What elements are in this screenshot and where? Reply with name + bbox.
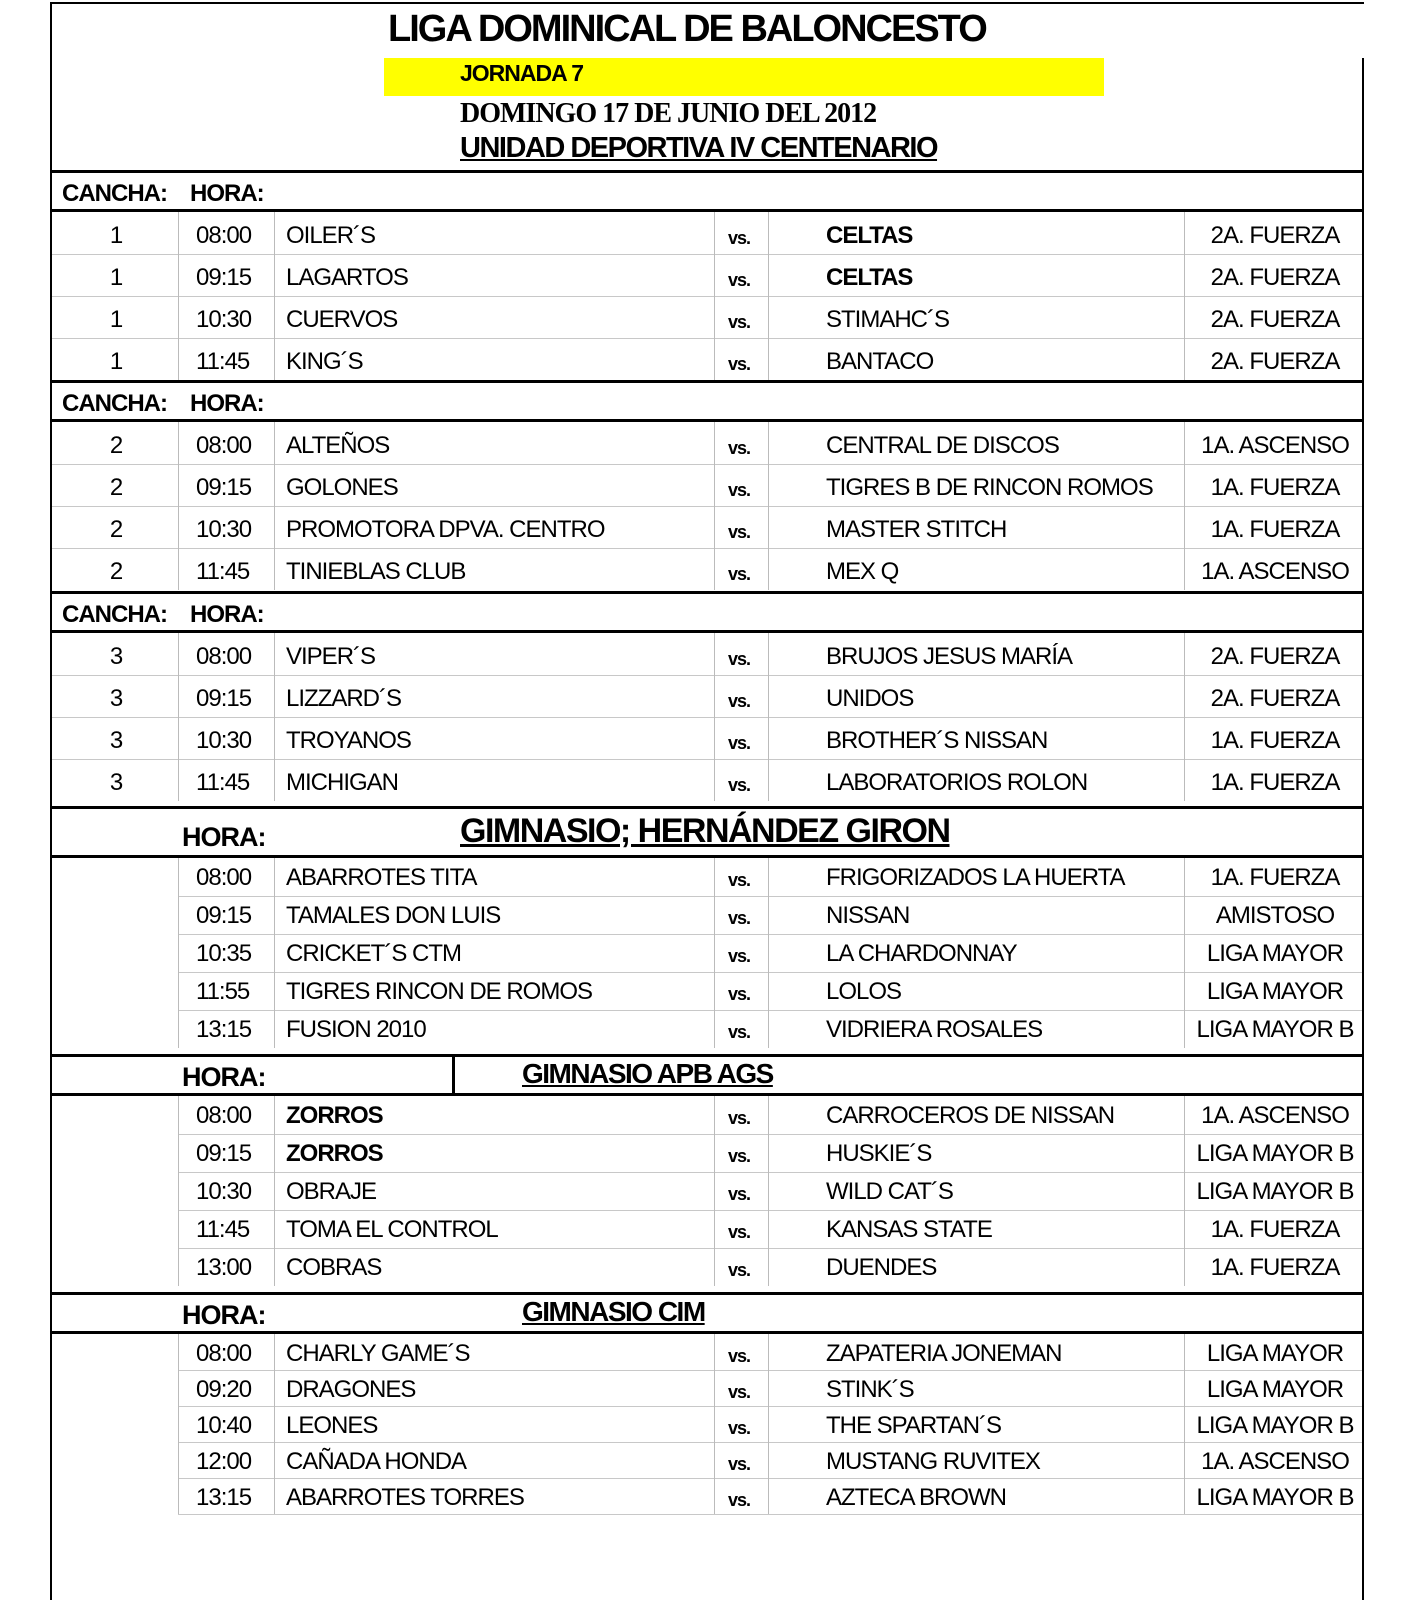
vs-label: vs.	[728, 691, 751, 711]
away-team: DUENDES	[826, 1254, 937, 1281]
court-number: 1	[109, 222, 123, 249]
hora-header: HORA:	[182, 1300, 266, 1330]
column-divider	[768, 633, 769, 801]
column-divider	[274, 633, 275, 801]
game-time: 09:15	[196, 685, 252, 712]
home-team: LIZZARD´S	[286, 685, 402, 712]
game-time: 08:00	[196, 432, 252, 459]
section-divider	[52, 170, 1362, 173]
vs-label: vs.	[728, 438, 751, 458]
category-label: 1A. FUERZA	[1210, 1216, 1340, 1243]
vs-label: vs.	[728, 354, 751, 374]
home-team: GOLONES	[286, 474, 398, 501]
vs-label: vs.	[728, 733, 751, 753]
vs-label: vs.	[728, 228, 751, 248]
column-divider	[714, 1096, 715, 1286]
vs-label: vs.	[728, 1022, 751, 1042]
section-divider	[52, 591, 1362, 594]
court-number: 3	[109, 685, 123, 712]
column-divider	[714, 633, 715, 801]
game-time: 09:15	[196, 474, 252, 501]
game-time: 09:15	[196, 902, 252, 929]
vs-label: vs.	[728, 946, 751, 966]
column-divider	[768, 212, 769, 380]
home-team: MICHIGAN	[286, 769, 398, 796]
home-team: CAÑADA HONDA	[286, 1448, 467, 1475]
away-team: ZAPATERIA JONEMAN	[826, 1340, 1062, 1367]
gym-name: GIMNASIO; HERNÁNDEZ GIRON	[460, 812, 950, 850]
column-divider	[1184, 1096, 1185, 1286]
vs-label: vs.	[728, 1184, 751, 1204]
game-time: 08:00	[196, 643, 252, 670]
row-divider	[52, 464, 1362, 465]
away-team: MASTER STITCH	[826, 516, 1007, 543]
category-label: LIGA MAYOR B	[1196, 1412, 1354, 1439]
column-divider	[274, 858, 275, 1048]
jornada-label: JORNADA 7	[460, 60, 584, 86]
header-underline	[52, 1331, 1362, 1334]
column-divider	[714, 422, 715, 590]
home-team: CUERVOS	[286, 306, 398, 333]
court-number: 1	[109, 306, 123, 333]
home-team: TROYANOS	[286, 727, 411, 754]
game-time: 11:55	[196, 978, 250, 1005]
category-label: LIGA MAYOR	[1206, 978, 1344, 1005]
away-team: LABORATORIOS ROLON	[826, 769, 1088, 796]
column-divider	[274, 212, 275, 380]
home-team: TIGRES RINCON DE ROMOS	[286, 978, 593, 1005]
away-team: CELTAS	[826, 264, 913, 291]
away-team: BANTACO	[826, 348, 934, 375]
home-team: ABARROTES TORRES	[286, 1484, 524, 1511]
row-divider	[52, 675, 1362, 676]
away-team: HUSKIE´S	[826, 1140, 932, 1167]
home-team: COBRAS	[286, 1254, 382, 1281]
home-team: TOMA EL CONTROL	[286, 1216, 498, 1243]
category-label: LIGA MAYOR B	[1196, 1178, 1354, 1205]
column-divider	[768, 858, 769, 1048]
court-number: 1	[109, 264, 123, 291]
venue-unit-label: UNIDAD DEPORTIVA IV CENTENARIO	[460, 132, 938, 164]
vs-label: vs.	[728, 312, 751, 332]
court-number: 2	[109, 516, 123, 543]
vs-label: vs.	[728, 1146, 751, 1166]
court-number: 3	[109, 727, 123, 754]
column-divider	[178, 1096, 179, 1286]
category-label: 2A. FUERZA	[1210, 685, 1340, 712]
vs-label: vs.	[728, 1260, 751, 1280]
column-divider	[178, 422, 179, 590]
vs-label: vs.	[728, 270, 751, 290]
frame-left-border	[50, 2, 52, 1600]
column-divider	[1184, 858, 1185, 1048]
vs-label: vs.	[728, 1222, 751, 1242]
game-time: 08:00	[196, 222, 252, 249]
row-divider	[178, 1514, 1362, 1515]
date-label: DOMINGO 17 DE JUNIO DEL 2012	[460, 98, 877, 129]
game-time: 10:30	[196, 306, 252, 333]
vs-label: vs.	[728, 1382, 751, 1402]
game-time: 10:30	[196, 727, 252, 754]
cancha-header: CANCHA:	[62, 180, 167, 207]
hora-header: HORA:	[182, 1062, 266, 1092]
home-team: ZORROS	[286, 1140, 383, 1167]
column-divider	[274, 1096, 275, 1286]
category-label: 2A. FUERZA	[1210, 348, 1340, 375]
column-divider	[1184, 212, 1185, 380]
column-divider	[768, 422, 769, 590]
header-underline	[52, 855, 1362, 858]
frame-top-border	[50, 2, 1364, 4]
court-number: 2	[109, 474, 123, 501]
vs-label: vs.	[728, 908, 751, 928]
court-number: 2	[109, 558, 123, 585]
game-time: 09:15	[196, 1140, 252, 1167]
vs-label: vs.	[728, 870, 751, 890]
gym-name: GIMNASIO APB AGS	[522, 1058, 773, 1089]
category-label: 2A. FUERZA	[1210, 222, 1340, 249]
section-divider	[52, 1054, 1362, 1057]
away-team: AZTECA BROWN	[826, 1484, 1007, 1511]
section-divider	[52, 380, 1362, 383]
category-label: 1A. FUERZA	[1210, 474, 1340, 501]
category-label: 1A. ASCENSO	[1201, 432, 1349, 459]
home-team: TAMALES DON LUIS	[286, 902, 501, 929]
column-divider	[1184, 633, 1185, 801]
away-team: NISSAN	[826, 902, 910, 929]
game-time: 11:45	[196, 1216, 250, 1243]
row-divider	[52, 296, 1362, 297]
away-team: KANSAS STATE	[826, 1216, 992, 1243]
column-divider	[178, 1334, 179, 1514]
court-number: 3	[109, 643, 123, 670]
column-divider	[768, 1096, 769, 1286]
header-underline	[52, 209, 1362, 212]
home-team: ABARROTES TITA	[286, 864, 477, 891]
home-team: CRICKET´S CTM	[286, 940, 461, 967]
category-label: LIGA MAYOR B	[1196, 1484, 1354, 1511]
category-label: LIGA MAYOR	[1206, 1340, 1344, 1367]
column-divider	[1184, 1334, 1185, 1514]
column-divider	[178, 858, 179, 1048]
home-team: OILER´S	[286, 222, 376, 249]
home-team: OBRAJE	[286, 1178, 377, 1205]
hora-header: HORA:	[190, 390, 264, 417]
vs-label: vs.	[728, 649, 751, 669]
home-team: DRAGONES	[286, 1376, 416, 1403]
away-team: STIMAHC´S	[826, 306, 949, 333]
category-label: 1A. FUERZA	[1210, 864, 1340, 891]
row-divider	[52, 548, 1362, 549]
home-team: ZORROS	[286, 1102, 383, 1129]
home-team: LAGARTOS	[286, 264, 408, 291]
row-divider	[52, 506, 1362, 507]
vs-label: vs.	[728, 1490, 751, 1510]
game-time: 13:15	[196, 1016, 252, 1043]
vs-label: vs.	[728, 1454, 751, 1474]
cancha-header: CANCHA:	[62, 390, 167, 417]
game-time: 10:30	[196, 1178, 252, 1205]
gym-name: GIMNASIO CIM	[522, 1296, 705, 1327]
away-team: LOLOS	[826, 978, 902, 1005]
category-label: LIGA MAYOR	[1206, 1376, 1344, 1403]
away-team: CARROCEROS DE NISSAN	[826, 1102, 1115, 1129]
home-team: VIPER´S	[286, 643, 376, 670]
away-team: BRUJOS JESUS MARÍA	[826, 643, 1073, 670]
game-time: 08:00	[196, 864, 252, 891]
row-divider	[52, 338, 1362, 339]
category-label: 1A. FUERZA	[1210, 516, 1340, 543]
away-team: MUSTANG RUVITEX	[826, 1448, 1040, 1475]
row-divider	[52, 717, 1362, 718]
vs-label: vs.	[728, 480, 751, 500]
cancha-header: CANCHA:	[62, 601, 167, 628]
away-team: UNIDOS	[826, 685, 914, 712]
column-divider	[714, 858, 715, 1048]
section-divider	[52, 806, 1362, 809]
away-team: WILD CAT´S	[826, 1178, 953, 1205]
category-label: LIGA MAYOR	[1206, 940, 1344, 967]
away-team: CENTRAL DE DISCOS	[826, 432, 1059, 459]
vs-label: vs.	[728, 775, 751, 795]
header-underline	[52, 1093, 1362, 1096]
column-divider	[178, 212, 179, 380]
home-team: LEONES	[286, 1412, 378, 1439]
column-divider	[714, 212, 715, 380]
game-time: 09:20	[196, 1376, 252, 1403]
away-team: CELTAS	[826, 222, 913, 249]
game-time: 11:45	[196, 558, 250, 585]
home-team: TINIEBLAS CLUB	[286, 558, 466, 585]
category-label: 1A. ASCENSO	[1201, 558, 1349, 585]
court-number: 3	[109, 769, 123, 796]
vs-label: vs.	[728, 1346, 751, 1366]
category-label: 2A. FUERZA	[1210, 306, 1340, 333]
game-time: 08:00	[196, 1102, 252, 1129]
category-label: 2A. FUERZA	[1210, 264, 1340, 291]
row-divider	[52, 254, 1362, 255]
home-team: CHARLY GAME´S	[286, 1340, 470, 1367]
hora-header: HORA:	[190, 601, 264, 628]
category-label: 1A. ASCENSO	[1201, 1102, 1349, 1129]
column-divider	[274, 1334, 275, 1514]
header-underline	[52, 630, 1362, 633]
home-team: FUSION 2010	[286, 1016, 426, 1043]
column-divider	[178, 633, 179, 801]
game-time: 09:15	[196, 264, 252, 291]
vs-label: vs.	[728, 1108, 751, 1128]
category-label: 1A. FUERZA	[1210, 769, 1340, 796]
category-label: 1A. FUERZA	[1210, 1254, 1340, 1281]
game-time: 13:15	[196, 1484, 252, 1511]
home-team: PROMOTORA DPVA. CENTRO	[286, 516, 605, 543]
court-number: 2	[109, 432, 123, 459]
page-title: LIGA DOMINICAL DE BALONCESTO	[388, 8, 986, 50]
column-divider	[714, 1334, 715, 1514]
row-divider	[52, 759, 1362, 760]
vs-label: vs.	[728, 522, 751, 542]
column-divider	[274, 422, 275, 590]
game-time: 11:45	[196, 348, 250, 375]
away-team: BROTHER´S NISSAN	[826, 727, 1048, 754]
category-label: 1A. ASCENSO	[1201, 1448, 1349, 1475]
game-time: 10:35	[196, 940, 252, 967]
category-label: LIGA MAYOR B	[1196, 1140, 1354, 1167]
header-divider	[452, 1056, 455, 1094]
column-divider	[768, 1334, 769, 1514]
game-time: 10:40	[196, 1412, 252, 1439]
category-label: LIGA MAYOR B	[1196, 1016, 1354, 1043]
away-team: TIGRES B DE RINCON ROMOS	[826, 474, 1153, 501]
away-team: STINK´S	[826, 1376, 914, 1403]
home-team: ALTEÑOS	[286, 432, 390, 459]
section-divider	[52, 1292, 1362, 1295]
header-underline	[52, 419, 1362, 422]
vs-label: vs.	[728, 1418, 751, 1438]
category-label: AMISTOSO	[1215, 902, 1335, 929]
hora-header: HORA:	[190, 180, 264, 207]
game-time: 11:45	[196, 769, 250, 796]
away-team: MEX Q	[826, 558, 899, 585]
away-team: VIDRIERA ROSALES	[826, 1016, 1043, 1043]
column-divider	[1184, 422, 1185, 590]
game-time: 13:00	[196, 1254, 252, 1281]
away-team: THE SPARTAN´S	[826, 1412, 1002, 1439]
category-label: 1A. FUERZA	[1210, 727, 1340, 754]
category-label: 2A. FUERZA	[1210, 643, 1340, 670]
game-time: 08:00	[196, 1340, 252, 1367]
court-number: 1	[109, 348, 123, 375]
away-team: LA CHARDONNAY	[826, 940, 1017, 967]
game-time: 12:00	[196, 1448, 252, 1475]
away-team: FRIGORIZADOS LA HUERTA	[826, 864, 1125, 891]
home-team: KING´S	[286, 348, 363, 375]
vs-label: vs.	[728, 984, 751, 1004]
hora-header: HORA:	[182, 822, 266, 852]
game-time: 10:30	[196, 516, 252, 543]
vs-label: vs.	[728, 564, 751, 584]
